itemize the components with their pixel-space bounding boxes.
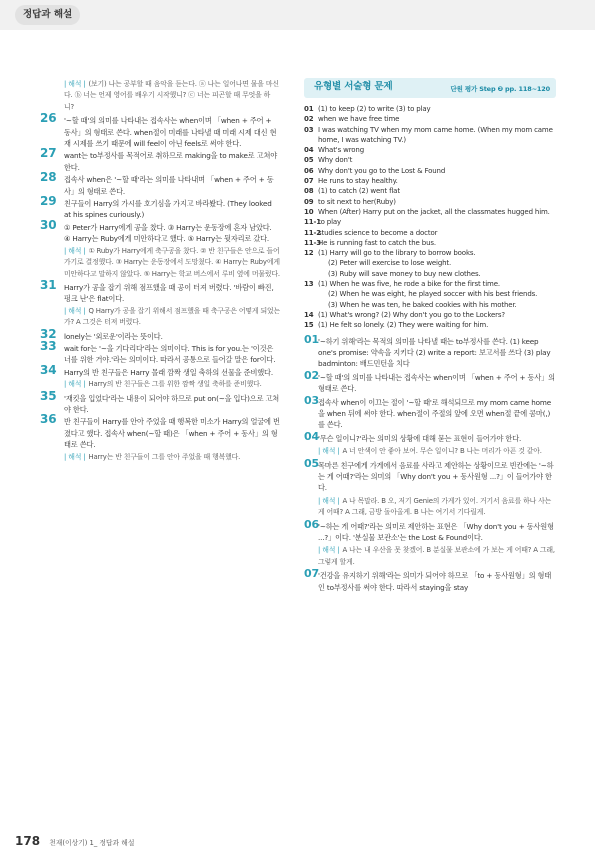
explanation-item — [304, 517, 556, 544]
item-text: wait for는 '~을 기다리다'라는 의미이다. This is for you.는 '이것은 너를 위한 거야.'라는 의미이다. 따라서 공통으로 들어갈 말은 for이다. — [64, 343, 276, 365]
explanation-item — [40, 338, 280, 366]
note-text: Harry는 반 친구들이 그를 안아 주었을 때 행복했다. — [88, 452, 241, 461]
explanation-item — [40, 412, 280, 450]
answer-number: 11-2 — [304, 228, 321, 237]
answer-text: to play — [318, 218, 342, 227]
answer-row — [304, 248, 556, 279]
explanation-item — [304, 429, 556, 444]
item-number: 32 — [40, 326, 57, 341]
explanation-item — [304, 567, 556, 593]
note-text: Harry의 반 친구들은 그를 위한 깜짝 생일 축하를 준비했다. — [88, 380, 262, 389]
answer-number: 08 — [304, 187, 314, 196]
answer-text: when we have free time — [318, 115, 400, 124]
answer-number: 07 — [304, 177, 314, 186]
item-text: '~하기 위해'라는 목적의 의미를 나타낼 때는 to부정사를 쓴다. (1) keep one's promise: 약속을 지키다 (2) write a report: 보고서를 쓰다 (3) play badminton: 배드민턴을 치다 — [318, 336, 551, 369]
item-number: 31 — [40, 277, 57, 292]
answer-row — [304, 104, 556, 114]
explanation-item — [304, 332, 556, 370]
answer-row — [304, 279, 556, 310]
answer-row — [304, 176, 556, 186]
answer-text: When (After) Harry put on the jacket, all the classmates hugged him. — [318, 207, 550, 216]
answer-row — [304, 155, 556, 165]
answer-number: 15 — [304, 321, 314, 330]
answer-text: (2) Peter will exercise to lose weight. — [328, 259, 452, 268]
answer-number: 12 — [304, 249, 314, 258]
top-bar — [0, 0, 595, 30]
answer-text: Why don't you go to the Lost & Found — [318, 166, 446, 175]
translation-note — [318, 446, 556, 457]
note-label: | 해석 | — [64, 80, 86, 88]
note-label: | 해석 | — [318, 496, 340, 505]
answer-number: 01 — [304, 105, 314, 113]
explanation-item — [304, 393, 556, 431]
answer-text: (1) What's wrong? (2) Why don't you go to the Lockers? — [318, 310, 505, 319]
item-text: 접속사 when이 이끄는 절이 '~할 때'로 해석되므로 my mom came home을 when 뒤에 써야 한다. when절이 주절의 앞에 오면 when절 끝에 콤마(,)를 쓴다. — [318, 397, 552, 430]
answer-row — [304, 228, 556, 238]
answer-row — [304, 145, 556, 155]
item-number: 35 — [40, 388, 57, 403]
explanation-item — [40, 146, 280, 173]
note-label: | 해석 | — [318, 546, 340, 555]
section-tag: 정답과 해설 — [15, 5, 80, 25]
right-column — [304, 78, 556, 595]
item-number: 33 — [40, 338, 57, 353]
answer-number: 05 — [304, 156, 314, 165]
answer-row — [304, 310, 556, 320]
item-number: 05 — [304, 456, 320, 470]
answer-row — [304, 114, 556, 124]
note-label: | 해석 | — [64, 452, 86, 461]
answer-row — [304, 238, 556, 248]
answer-text: (1) Harry will go to the library to borrow books. — [318, 249, 476, 258]
item-text: Harry가 공을 잡기 위해 점프했을 때 공이 터져 버렸다. '바람이 빠진, 펑크 난'은 flat이다. — [64, 282, 274, 304]
item-text: '건강을 유지하기 위해'라는 의미가 되어야 하므로 「to + 동사원형」의 형태인 to부정사를 써야 한다. 따라서 staying을 stay — [318, 571, 552, 592]
section-header — [304, 78, 556, 98]
page-reference: 단원 평가 Step ❷ pp. 118~120 — [450, 85, 550, 93]
note-label: | 해석 | — [64, 246, 86, 255]
item-text: 친구들이 Harry의 가시를 호기심을 가지고 바라봤다. (They looked at his spines curiously.) — [64, 199, 272, 220]
footer-text: 천재(이상기) 1_ 정답과 해설 — [49, 839, 135, 847]
answer-text: What's wrong — [318, 146, 365, 155]
explanation-item — [304, 456, 556, 494]
section-title: 유형별 서술형 문제 — [314, 81, 393, 92]
answer-number: 14 — [304, 310, 314, 319]
note-text: Q Harry가 공을 잡기 위해서 점프했을 때 축구공은 어떻게 되었는가? A 그것은 터져 버렸다. — [64, 306, 280, 327]
item-number: 07 — [304, 567, 320, 581]
answer-text: (1) to keep (2) to write (3) to play — [318, 105, 431, 113]
item-number: 27 — [40, 146, 57, 161]
explanation-item — [40, 217, 280, 245]
answer-number: 11-1 — [304, 218, 321, 227]
item-text: 목마른 친구에게 가게에서 음료를 사라고 제안하는 상황이므로 빈칸에는 '~하는 게 어때?'라는 의미의 「Why don't you + 동사원형 ...?」이 들어가야 한다. — [318, 460, 554, 493]
answer-row — [304, 217, 556, 227]
note-text: (보기) 나는 공부할 때 음악을 듣는다. ⓐ 나는 일어나면 물을 마신다. ⓑ 너는 언제 영어를 배우기 시작했니? ⓒ 너는 피곤할 때 무엇을 하니? — [64, 80, 279, 111]
answer-number: 09 — [304, 197, 314, 206]
item-number: 01 — [304, 332, 320, 346]
answer-row — [304, 320, 556, 330]
answer-number: 13 — [304, 280, 314, 289]
item-number: 03 — [304, 393, 320, 407]
item-text: lonely는 '외로운'이라는 뜻이다. — [64, 331, 163, 341]
answer-number: 10 — [304, 207, 314, 216]
item-number: 26 — [40, 111, 57, 126]
answer-text: (3) When he was ten, he baked cookies with his mother. — [328, 300, 517, 309]
answer-number: 11-3 — [304, 238, 321, 247]
item-number: 06 — [304, 517, 320, 531]
answer-row — [304, 207, 556, 217]
answer-text: (3) Ruby will save money to buy new clothes. — [328, 269, 481, 278]
answer-text: He runs to stay healthy. — [318, 177, 398, 186]
item-text: want는 to부정사를 목적어로 취하므로 making을 to make로 고쳐야 한다. — [64, 151, 278, 172]
item-number: 34 — [40, 362, 57, 377]
note-text: ① Ruby가 Harry에게 축구공을 찼다. ② 반 친구들은 안으로 들어가기로 결정했다. ③ Harry는 운동장에서 도망쳤다. ④ Harry는 Ruby에게 미안하다고 말하지 않았다. ⑤ Harry는 학교 버스에서 루비 옆에 머물렀다. — [64, 246, 280, 278]
item-text: '~할 때'의 의미를 나타내는 접속사는 when이며 「when + 주어 + 동사」의 형태로 쓴다. — [318, 372, 555, 394]
note-label: | 해석 | — [318, 447, 340, 456]
note-label: | 해석 | — [64, 380, 86, 389]
page-footer — [15, 834, 134, 848]
answer-text: to sit next to her(Ruby) — [318, 197, 396, 206]
item-text: Harry의 반 친구들은 Harry 몰래 깜짝 생일 축하의 선물을 준비했다. — [64, 367, 273, 377]
explanation-item — [40, 170, 280, 197]
note-text: A 너 안색이 안 좋아 보여. 무슨 일이니? B 나는 머리가 아픈 것 같아. — [342, 447, 542, 456]
translation-note — [64, 452, 280, 463]
item-text: '~하는 게 어때?'라는 의미로 제안하는 표현은 「Why don't you + 동사원형 ...?」이다. '분실물 보관소'는 the Lost & Found이다. — [318, 521, 554, 543]
translation-note — [318, 496, 556, 519]
translation-note — [64, 379, 280, 390]
item-number: 02 — [304, 368, 320, 382]
explanation-item — [304, 368, 556, 395]
note-text: A 나는 내 우산을 못 찾겠어. B 분실물 보관소에 가 보는 게 어때? A 그래, 그렇게 할게. — [318, 546, 555, 566]
translation-note — [64, 246, 280, 280]
answer-list — [304, 104, 556, 331]
answer-text: (2) When he was eight, he played soccer with his best friends. — [328, 290, 538, 299]
item-number: 04 — [304, 429, 320, 443]
explanation-item — [40, 277, 280, 305]
item-number: 36 — [40, 412, 57, 427]
answer-number: 02 — [304, 115, 314, 124]
answer-text: Why don't — [318, 156, 353, 165]
note-label: | 해석 | — [64, 306, 86, 315]
answer-text: He is running fast to catch the bus. — [318, 238, 436, 247]
left-column — [40, 78, 280, 465]
explanation-item — [40, 362, 280, 378]
note-text: A 나 목말라. B 오, 저기 Genie의 가게가 있어. 거기서 음료를 하나 사는 게 어때? A 그래, 금방 돌아올게. B 나는 여기서 기다릴게. — [318, 496, 552, 517]
answer-row — [304, 125, 556, 146]
answer-number: 03 — [304, 125, 314, 134]
item-number: 28 — [40, 170, 57, 185]
answer-text: (1) to catch (2) went flat — [318, 187, 400, 196]
item-text: 반 친구들이 Harry를 안아 주었을 때 행복한 미소가 Harry의 얼굴에 번졌다고 했다. 접속사 when(~할 때)은 「when + 주어 + 동사」의 형태로 쓴다. — [64, 417, 280, 450]
answer-number: 04 — [304, 146, 314, 155]
answer-row — [304, 186, 556, 196]
explanation-list — [304, 332, 556, 594]
item-text: ① Peter가 Harry에게 공을 찼다. ③ Harry는 운동장에 혼자 남았다. ④ Harry는 Ruby에게 미안하다고 했다. ⑤ Harry는 뒷자리로 갔다. — [64, 222, 272, 244]
explanation-item — [40, 326, 280, 342]
item-text: '무슨 일이니?'라는 의미의 상황에 대해 묻는 표현이 들어가야 한다. — [318, 433, 522, 443]
page-number: 178 — [15, 834, 41, 848]
answer-number: 06 — [304, 166, 314, 175]
answer-text: I was watching TV when my mom came home. (When my mom came home, I was watching TV.) — [318, 125, 553, 144]
translation-note — [64, 79, 280, 113]
explanation-item — [40, 194, 280, 221]
answer-text: (1) He felt so lonely. (2) They were waiting for him. — [318, 321, 489, 330]
item-text: '재킷을 입었다'라는 내용이 되어야 하므로 put on(~을 입다)으로 고쳐야 한다. — [64, 393, 280, 414]
item-text: '~할 때'의 의미를 나타내는 접속사는 when이며 「when + 주어 + 동사」의 형태로 쓴다. when절이 미래를 나타낼 때 미래 시제 대신 현재 시제를 쓰기 때문에 will feel이 아닌 feels로 써야 한다. — [64, 116, 277, 149]
answer-row — [304, 197, 556, 207]
answer-row — [304, 166, 556, 176]
translation-note — [64, 306, 280, 329]
explanation-item — [40, 111, 280, 149]
answer-text: (1) When he was five, he rode a bike for the first time. — [318, 280, 500, 289]
explanation-item — [40, 388, 280, 416]
answer-text: studies science to become a doctor — [318, 228, 438, 237]
item-number: 29 — [40, 194, 57, 209]
item-number: 30 — [40, 217, 57, 232]
item-text: 접속사 when은 '~할 때'라는 의미를 나타내며 「when + 주어 + 동사」의 형태로 쓴다. — [64, 175, 274, 196]
translation-note — [318, 545, 556, 568]
